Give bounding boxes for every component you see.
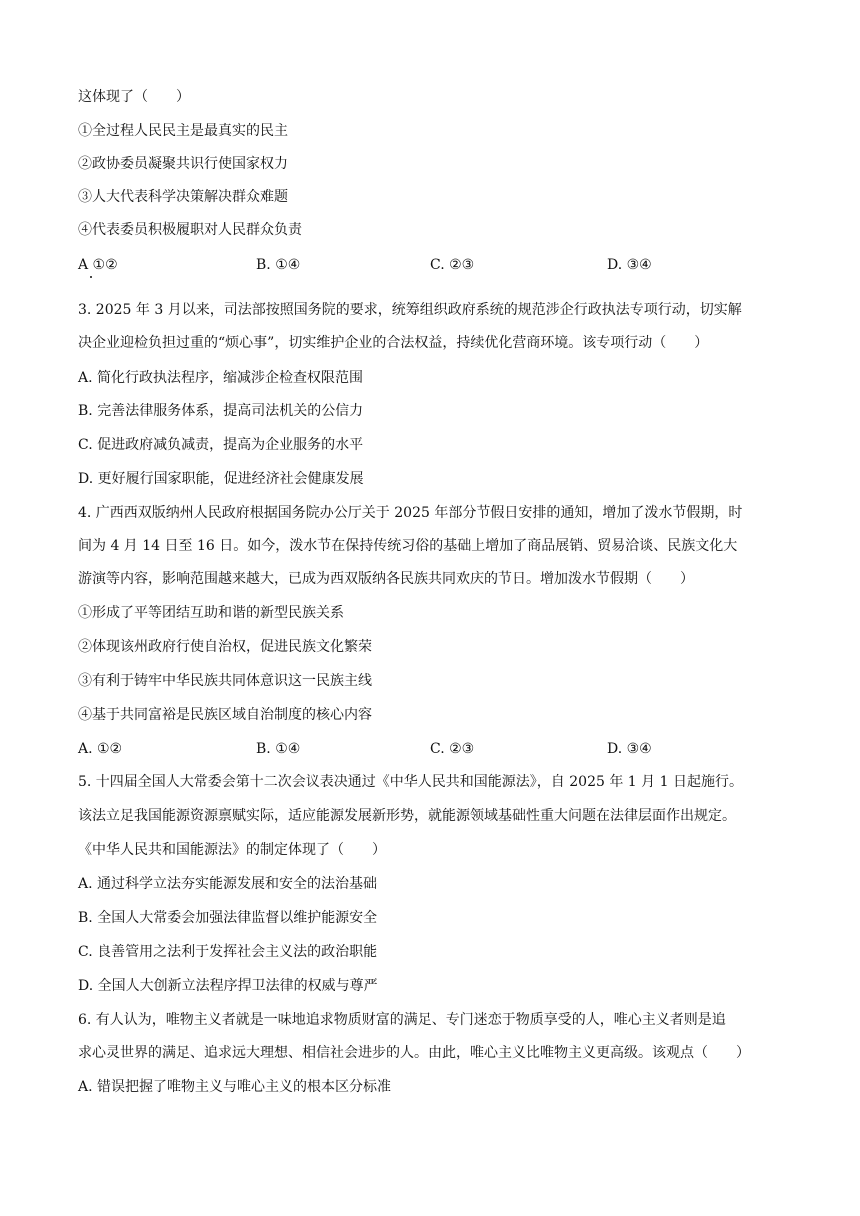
- mark-dot: [90, 276, 92, 278]
- choice-d[interactable]: D. ③④: [607, 741, 652, 757]
- question-text: 3. 2025 年 3 月以来，司法部按照国务院的要求，统筹组织政府系统的规范涉企行政执法专项行动，切实解: [78, 302, 742, 318]
- question-text: 游演等内容，影响范围越来越大，已成为西双版纳各民族共同欢庆的节日。增加泼水节假期（ ）: [78, 571, 694, 587]
- question-text: 6. 有人认为，唯物主义者就是一味地追求物质财富的满足、专门迷恋于物质享受的人，唯心主义者则是追: [78, 1012, 726, 1028]
- question-text: 该法立足我国能源资源禀赋实际，适应能源发展新形势，就能源领域基础性重大问题在法律层面作出规定。: [78, 808, 736, 824]
- statement-item: ④代表委员积极履职对人民群众负责: [78, 222, 302, 238]
- choice-a[interactable]: A. 简化行政执法程序，缩减涉企检查权限范围: [78, 370, 364, 386]
- choice-c[interactable]: C. 促进政府减负减责，提高为企业服务的水平: [78, 437, 364, 453]
- statement-item: ①形成了平等团结互助和谐的新型民族关系: [78, 605, 344, 621]
- statement-item: ③有利于铸牢中华民族共同体意识这一民族主线: [78, 673, 372, 689]
- question-text: 5. 十四届全国人大常委会第十二次会议表决通过《中华人民共和国能源法》，自 2025 年 1 月 1 日起施行。: [78, 774, 743, 790]
- choice-d[interactable]: D. 全国人大创新立法程序捍卫法律的权威与尊严: [78, 978, 378, 994]
- choice-a[interactable]: A. 错误把握了唯物主义与唯心主义的根本区分标准: [78, 1079, 392, 1095]
- question-text: 间为 4 月 14 日至 16 日。如今，泼水节在保持传统习俗的基础上增加了商品展销、贸易洽谈、民族文化大: [78, 538, 738, 554]
- question-stem: 这体现了（ ）: [78, 89, 190, 105]
- choice-b[interactable]: B. 全国人大常委会加强法律监督以维护能源安全: [78, 910, 378, 926]
- choice-a[interactable]: A ①②: [78, 257, 118, 273]
- choice-c[interactable]: C. 良善管用之法利于发挥社会主义法的政治职能: [78, 944, 378, 960]
- statement-item: ②体现该州政府行使自治权，促进民族文化繁荣: [78, 639, 372, 655]
- question-text: 求心灵世界的满足、追求远大理想、相信社会进步的人。由此，唯心主义比唯物主义更高级。该观点（ ）: [78, 1045, 750, 1061]
- choice-d[interactable]: D. ③④: [607, 257, 652, 273]
- question-text: 《中华人民共和国能源法》的制定体现了（ ）: [78, 842, 386, 858]
- choice-d[interactable]: D. 更好履行国家职能，促进经济社会健康发展: [78, 471, 364, 487]
- question-text: 4. 广西西双版纳州人民政府根据国务院办公厅关于 2025 年部分节假日安排的通知，增加了泼水节假期，时: [78, 505, 743, 521]
- choice-b[interactable]: B. 完善法律服务体系，提高司法机关的公信力: [78, 403, 364, 419]
- statement-item: ③人大代表科学决策解决群众难题: [78, 189, 288, 205]
- statement-item: ②政协委员凝聚共识行使国家权力: [78, 156, 288, 172]
- statement-item: ④基于共同富裕是民族区域自治制度的核心内容: [78, 707, 372, 723]
- statement-item: ①全过程人民民主是最真实的民主: [78, 123, 288, 139]
- question-text: 决企业迎检负担过重的“烦心事”，切实维护企业的合法权益，持续优化营商环境。该专项行动（ ）: [78, 335, 709, 351]
- choice-c[interactable]: C. ②③: [430, 741, 475, 757]
- choice-a[interactable]: A. ①②: [78, 741, 123, 757]
- choice-b[interactable]: B. ①④: [256, 257, 301, 273]
- choice-c[interactable]: C. ②③: [430, 257, 475, 273]
- choice-b[interactable]: B. ①④: [256, 741, 301, 757]
- choice-a[interactable]: A. 通过科学立法夯实能源发展和安全的法治基础: [78, 876, 378, 892]
